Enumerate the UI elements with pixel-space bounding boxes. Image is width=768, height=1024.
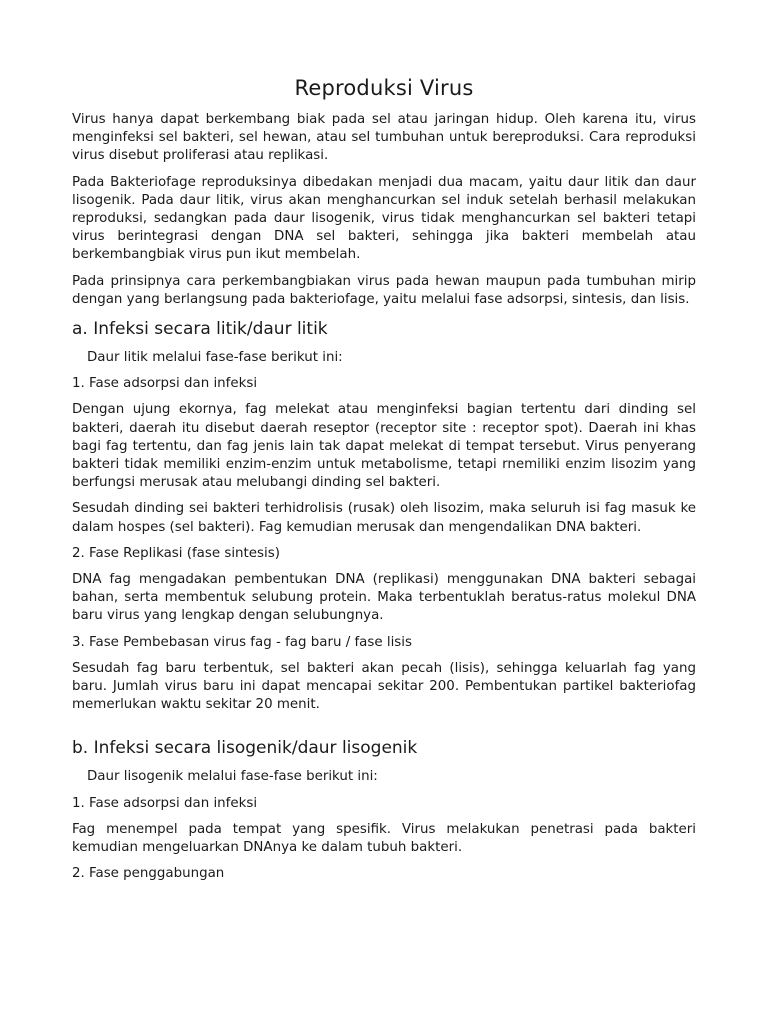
section-a-phase1-paragraph-1: Dengan ujung ekornya, fag melekat atau menginfeksi bagian tertentu dari dinding sel bakteri, daerah itu disebut daerah reseptor (receptor site : receptor spot). Daerah ini khas bagi fag tertentu, dan fag jenis lain tak dapat melekat di tempat tersebut. Virus penyerang bakteri tidak memiliki enzim-enzim untuk metabolisme, tetapi rnemiliki enzim lisozim yang berfungsi merusak atau melubangi dinding sel bakteri. xyxy=(72,402,696,491)
section-a-phase3-paragraph: Sesudah fag baru terbentuk, sel bakteri akan pecah (lisis), sehingga keluarlah fag yang baru. Jumlah virus baru ini dapat mencapai sekitar 200. Pembentukan partikel bakteriofag memerlukan waktu sekitar 20 menit. xyxy=(72,660,696,713)
intro-paragraph-1: Virus hanya dapat berkembang biak pada sel atau jaringan hidup. Oleh karena itu, virus menginfeksi sel bakteri, sel hewan, atau sel tumbuhan untuk bereproduksi. Cara reproduksi virus disebut proliferasi atau replikasi. xyxy=(72,112,696,164)
intro-paragraph-3: Pada prinsipnya cara perkembangbiakan virus pada hewan maupun pada tumbuhan mirip dengan yang berlangsung pada bakteriofage, yaitu melalui fase adsorpsi, sintesis, dan lisis. xyxy=(72,273,696,307)
section-a-phase1-paragraph-2: Sesudah dinding sei bakteri terhidrolisis (rusak) oleh lisozim, maka seluruh isi fag masuk ke dalam hospes (sel bakteri). Fag kemudian merusak dan mengendalikan DNA bakteri. xyxy=(72,501,696,535)
section-a-phase3-title: 3. Fase Pembebasan virus fag - fag baru / fase lisis xyxy=(72,634,412,650)
section-a-intro: Daur litik melalui fase-fase berikut ini: xyxy=(87,350,343,366)
section-b-phase1-title: 1. Fase adsorpsi dan infeksi xyxy=(72,795,258,811)
section-b-phase1-paragraph: Fag menempel pada tempat yang spesifik. Virus melakukan penetrasi pada bakteri kemudian mengeluarkan DNAnya ke dalam tubuh bakteri. xyxy=(72,821,696,856)
section-a-heading: a. Infeksi secara litik/daur litik xyxy=(72,319,328,340)
section-b-intro: Daur lisogenik melalui fase-fase berikut ini: xyxy=(87,769,378,785)
section-a-phase2-paragraph: DNA fag mengadakan pembentukan DNA (replikasi) menggunakan DNA bakteri sebagai bahan, serta membentuk selubung protein. Maka terbentuklah beratus-ratus molekul DNA baru virus yang lengkap dengan selubungnya. xyxy=(72,572,696,624)
document-page xyxy=(72,72,696,892)
section-b-phase2-title: 2. Fase penggabungan xyxy=(72,866,225,882)
page-title: Reproduksi Virus xyxy=(294,76,474,100)
intro-paragraph-2: Pada Bakteriofage reproduksinya dibedakan menjadi dua macam, yaitu daur litik dan daur lisogenik. Pada daur litik, virus akan menghancurkan sel induk setelah berhasil melakukan reproduksi, sedangkan pada daur lisogenik, virus tidak menghancurkan sel bakteri tetapi virus berintegrasi dengan DNA sel bakteri, sehingga jika bakteri membelah atau berkembangbiak virus pun ikut membelah. xyxy=(72,174,696,263)
section-a-phase1-title: 1. Fase adsorpsi dan infeksi xyxy=(72,376,258,392)
section-a-phase2-title: 2. Fase Replikasi (fase sintesis) xyxy=(72,545,280,561)
section-b-heading: b. Infeksi secara lisogenik/daur lisogenik xyxy=(72,738,418,759)
